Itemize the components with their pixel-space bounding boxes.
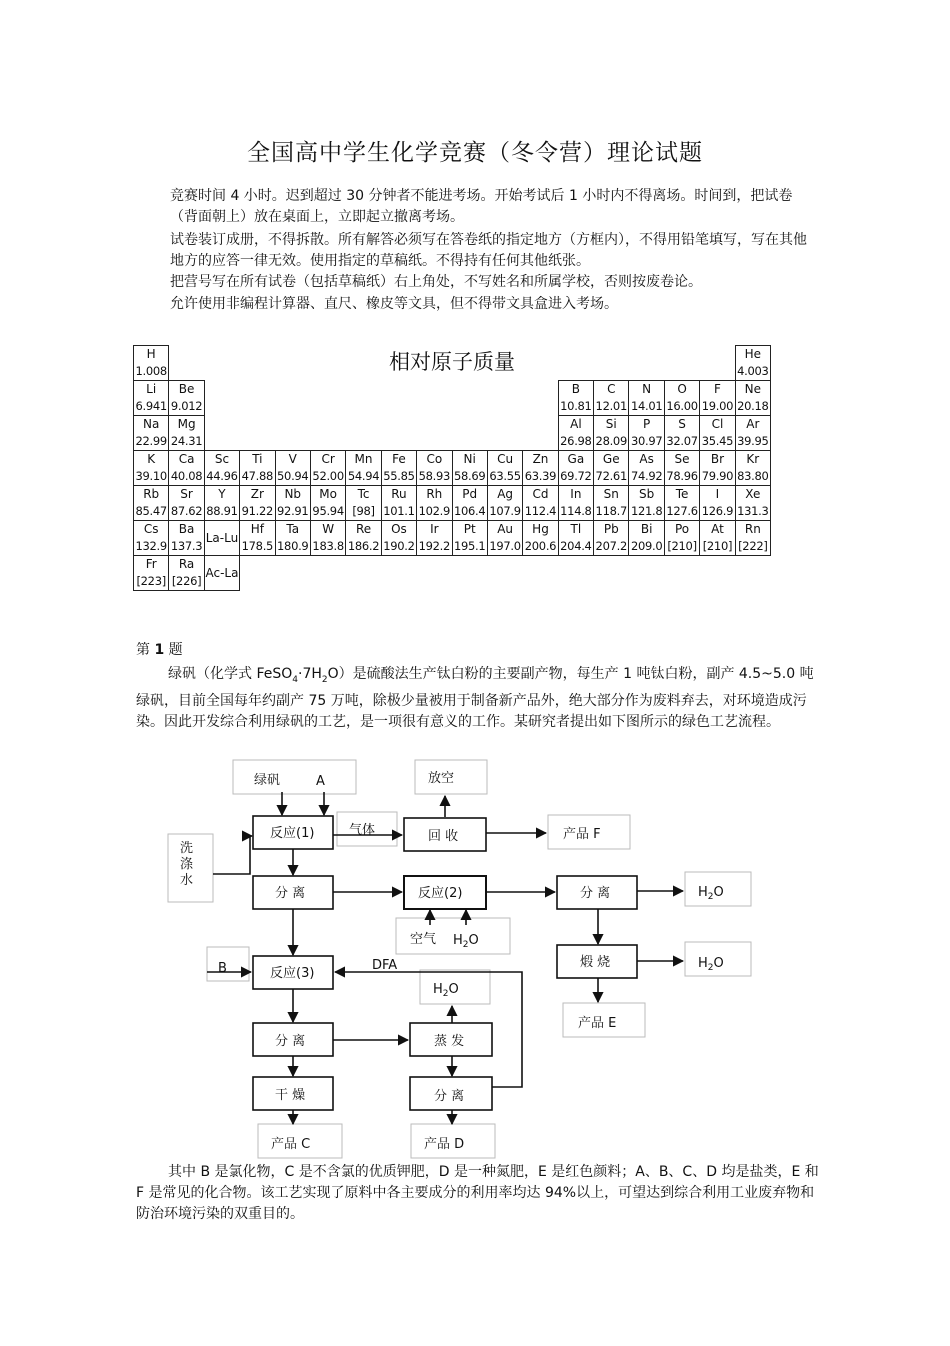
pt-symbol: Sn — [603, 487, 619, 501]
label-productE: 产品 E — [578, 1016, 617, 1031]
pt-mass: 39.10 — [135, 469, 167, 483]
pt-mass: 112.4 — [524, 504, 557, 518]
pt-symbol: Ni — [463, 452, 476, 466]
pt-mass: 107.9 — [489, 504, 521, 518]
instruction-3: 把营号写在所有试卷（包括草稿纸）右上角处，不写姓名和所属学校，否则按废卷论。 — [170, 274, 702, 290]
pt-mass: 40.08 — [170, 469, 203, 483]
pt-symbol: Se — [674, 452, 690, 466]
label-reaction2: 反应(2) — [418, 886, 463, 901]
label-sep3: 分 离 — [275, 1034, 306, 1049]
label-reaction3: 反应(3) — [270, 966, 315, 981]
label-recovery: 回 收 — [428, 829, 459, 844]
pt-mass: 127.6 — [666, 504, 698, 518]
pt-mass: 78.96 — [666, 469, 698, 483]
pt-mass: 197.0 — [489, 539, 521, 553]
pt-symbol: Zr — [250, 487, 264, 501]
pt-symbol: Rh — [426, 487, 443, 501]
label-lufan: 绿矾 — [254, 773, 281, 788]
pt-symbol: Li — [146, 382, 157, 396]
pt-symbol: Ga — [567, 452, 585, 466]
pt-symbol: Fe — [392, 452, 406, 466]
pt-mass: 24.31 — [170, 434, 203, 448]
label-wash-2: 涤 — [180, 857, 194, 872]
pt-mass: 30.97 — [630, 434, 663, 448]
pt-symbol: At — [711, 522, 724, 536]
pt-mass: 102.9 — [418, 504, 451, 518]
pt-symbol: Cd — [532, 487, 549, 501]
pt-mass: 121.8 — [630, 504, 663, 518]
pt-symbol: O — [677, 382, 687, 396]
pt-mass: 183.8 — [312, 539, 344, 553]
pt-symbol: Cr — [321, 452, 335, 466]
pt-mass: 88.91 — [206, 504, 238, 518]
instruction-4: 允许使用非编程计算器、直尺、橡皮等文具，但不得带文具盒进入考场。 — [170, 296, 618, 312]
pt-mass: 204.4 — [560, 539, 592, 553]
pt-mass: 106.4 — [453, 504, 486, 518]
pt-symbol: Br — [710, 452, 725, 466]
pt-mass: 63.55 — [489, 469, 521, 483]
pt-symbol: Co — [426, 452, 443, 466]
pt-symbol: S — [678, 417, 686, 431]
pt-mass: 26.98 — [560, 434, 592, 448]
pt-mass: [98] — [352, 504, 375, 518]
pt-mass: 58.69 — [453, 469, 486, 483]
pt-mass: 126.9 — [701, 504, 734, 518]
label-calcine: 煅 烧 — [580, 955, 611, 970]
pt-symbol: Mg — [177, 417, 196, 431]
pt-mass: [222] — [738, 539, 768, 553]
label-sep2: 分 离 — [580, 886, 611, 901]
label-DFA: DFA — [372, 958, 398, 973]
pt-symbol: Zn — [532, 452, 549, 466]
pt-symbol: W — [322, 522, 335, 536]
pt-symbol: Ir — [430, 522, 439, 536]
pt-mass: 101.1 — [383, 504, 415, 518]
pt-mass: 207.2 — [595, 539, 627, 553]
pt-mass: 19.00 — [701, 399, 734, 413]
pt-symbol: Ac-La — [205, 565, 239, 580]
pt-symbol: Po — [674, 522, 690, 536]
arrow-wash-to-r1 — [213, 836, 252, 874]
label-h2o-2: $H_2O$ — [698, 956, 724, 973]
pt-mass: 209.0 — [630, 539, 663, 553]
pt-mass: 178.5 — [241, 539, 274, 553]
arrow-dfa-to-r3 — [335, 972, 522, 1087]
pt-mass: 52.00 — [312, 469, 344, 483]
pt-symbol: F — [713, 382, 721, 396]
pt-symbol: B — [571, 382, 580, 396]
pt-mass: 72.61 — [595, 469, 627, 483]
pt-symbol: Os — [391, 522, 407, 536]
pt-mass: 22.99 — [135, 434, 167, 448]
pt-mass: 114.8 — [560, 504, 592, 518]
pt-mass: 95.94 — [312, 504, 344, 518]
pt-mass: 44.96 — [206, 469, 238, 483]
question-intro: 绿矾（化学式 $FeSO_4\cdot 7H_2O$）是硫酸法生产钛白粉的主要副产物，每生产 1 吨钛白粉，副产 4.5~5.0 吨绿矾，目前全国每年约副产 75 万吨，除极少量被用于制备新产品外，绝大部分作为废料弃去，对环境造成污染。因此开发综合利用绿矾的工艺，是一项很有意义的工作。某研究者提出如下图所示的绿色工艺流程。 — [136, 666, 814, 730]
pt-mass: 192.2 — [418, 539, 451, 553]
pt-symbol: Tc — [357, 487, 370, 501]
pt-mass: 131.3 — [737, 504, 769, 518]
pt-symbol: Bi — [640, 522, 653, 536]
label-A: A — [316, 774, 325, 789]
pt-mass: 14.01 — [630, 399, 663, 413]
pt-symbol: He — [744, 347, 762, 361]
question-label-suffix: 题 — [168, 642, 183, 658]
pt-symbol: H — [146, 347, 156, 361]
pt-mass: [223] — [136, 574, 166, 588]
pt-mass: 39.95 — [737, 434, 769, 448]
label-wash-3: 水 — [180, 873, 194, 888]
pt-mass: 20.18 — [737, 399, 769, 413]
pt-symbol: Ne — [744, 382, 762, 396]
pt-symbol: Ta — [286, 522, 300, 536]
label-productD: 产品 D — [424, 1137, 465, 1152]
pt-symbol: Ge — [602, 452, 620, 466]
pt-mass: 4.003 — [737, 364, 769, 378]
pt-symbol: As — [639, 452, 654, 466]
pt-mass: 55.85 — [383, 469, 415, 483]
pt-symbol: Nb — [284, 487, 302, 501]
label-gas: 气体 — [349, 823, 376, 838]
pt-mass: 92.91 — [277, 504, 309, 518]
pt-mass: 190.2 — [383, 539, 415, 553]
frame-B — [207, 947, 249, 981]
pt-symbol: Ar — [746, 417, 760, 431]
label-h2o-3: $H_2O$ — [433, 982, 459, 999]
pt-mass: 195.1 — [453, 539, 486, 553]
pt-symbol: Ra — [178, 557, 195, 571]
pt-symbol: Si — [605, 417, 617, 431]
pt-mass: 87.62 — [170, 504, 203, 518]
pt-symbol: Rn — [744, 522, 761, 536]
frame-lufan — [233, 760, 356, 794]
pt-symbol: Ca — [178, 452, 195, 466]
pt-symbol: Mn — [354, 452, 373, 466]
pt-mass: 12.01 — [595, 399, 627, 413]
pt-mass: 132.9 — [135, 539, 167, 553]
pt-symbol: Ti — [252, 452, 263, 466]
label-evaporate: 蒸 发 — [434, 1034, 465, 1049]
pt-symbol: Kr — [746, 452, 760, 466]
label-wash-1: 洗 — [180, 841, 194, 856]
pt-symbol: Hg — [532, 522, 549, 536]
pt-mass: 50.94 — [277, 469, 309, 483]
pt-symbol: Cs — [143, 522, 159, 536]
pt-symbol: Fr — [145, 557, 157, 571]
question-number: 1 — [154, 642, 165, 658]
pt-mass: 16.00 — [666, 399, 698, 413]
pt-symbol: Pb — [603, 522, 619, 536]
pt-symbol: V — [288, 452, 297, 466]
pt-symbol: Re — [355, 522, 372, 536]
pt-symbol: Tl — [570, 522, 582, 536]
pt-mass: 10.81 — [560, 399, 592, 413]
label-productC: 产品 C — [271, 1137, 311, 1152]
pt-symbol: Cu — [497, 452, 514, 466]
pt-symbol: Na — [143, 417, 160, 431]
pt-symbol: Sr — [180, 487, 193, 501]
pt-mass: [210] — [667, 539, 697, 553]
label-B: B — [218, 961, 227, 976]
pt-symbol: Sc — [214, 452, 230, 466]
pt-mass: 83.80 — [737, 469, 769, 483]
pt-symbol: Xe — [745, 487, 761, 501]
pt-symbol: Ru — [391, 487, 407, 501]
label-reaction1: 反应(1) — [270, 826, 315, 841]
instruction-2: 试卷装订成册，不得拆散。所有解答必须写在答卷纸的指定地方（方框内），不得用铅笔填写，写在其他地方的应答一律无效。使用指定的草稿纸。不得持有任何其他纸张。 — [170, 232, 807, 269]
label-productF: 产品 F — [563, 827, 601, 842]
pt-symbol: N — [642, 382, 652, 396]
pt-symbol: Be — [178, 382, 195, 396]
pt-mass: 69.72 — [560, 469, 592, 483]
pt-mass: 186.2 — [347, 539, 380, 553]
pt-mass: 79.90 — [701, 469, 734, 483]
pt-mass: [210] — [702, 539, 733, 553]
question-conclusion: 其中 B 是氯化物，C 是不含氯的优质钾肥，D 是一种氮肥，E 是红色颜料；A、B、C、D 均是盐类，E 和 F 是常见的化合物。该工艺实现了原料中各主要成分的利用率均达 94%以上，可望达到综合利用工业废弃物和防治环境污染的双重目的。 — [136, 1164, 819, 1222]
pt-mass: 63.39 — [524, 469, 557, 483]
pt-symbol: I — [715, 487, 720, 501]
question-label: 第 — [136, 642, 150, 658]
pt-symbol: Te — [675, 487, 689, 501]
label-air: 空气 — [410, 932, 437, 947]
label-sep1: 分 离 — [275, 886, 306, 901]
pt-mass: 35.45 — [701, 434, 734, 448]
pt-symbol: Al — [570, 417, 582, 431]
label-sep4: 分 离 — [434, 1089, 465, 1104]
pt-symbol: Ba — [178, 522, 195, 536]
pt-symbol: Y — [218, 487, 226, 501]
pt-mass: 85.47 — [135, 504, 167, 518]
pt-mass: 58.93 — [418, 469, 451, 483]
instruction-1: 竞赛时间 4 小时。迟到超过 30 分钟者不能进考场。开始考试后 1 小时内不得离场。时间到，把试卷（背面朝上）放在桌面上，立即起立撤离考场。 — [170, 188, 793, 225]
pt-symbol: La-Lu — [205, 530, 239, 545]
pt-symbol: Ag — [497, 487, 514, 501]
pt-symbol: K — [147, 452, 156, 466]
pt-symbol: Rb — [143, 487, 160, 501]
pt-mass: 91.22 — [241, 504, 274, 518]
pt-title: 相对原子质量 — [389, 350, 516, 375]
pt-mass: 47.88 — [241, 469, 274, 483]
pt-symbol: Sb — [639, 487, 655, 501]
pt-mass: [226] — [171, 574, 202, 588]
pt-symbol: P — [643, 417, 651, 431]
label-h2o-1: $H_2O$ — [698, 885, 724, 902]
label-fangkong: 放空 — [428, 771, 455, 786]
pt-symbol: Au — [497, 522, 514, 536]
page-title: 全国高中学生化学竞赛（冬令营）理论试题 — [247, 140, 703, 166]
pt-mass: 1.008 — [135, 364, 167, 378]
pt-symbol: Pt — [463, 522, 476, 536]
pt-mass: 74.92 — [630, 469, 663, 483]
pt-symbol: Pd — [462, 487, 478, 501]
pt-mass: 6.941 — [135, 399, 167, 413]
pt-symbol: Cl — [711, 417, 724, 431]
pt-mass: 32.07 — [666, 434, 698, 448]
pt-mass: 118.7 — [595, 504, 627, 518]
pt-mass: 200.6 — [524, 539, 557, 553]
pt-mass: 180.9 — [277, 539, 309, 553]
pt-mass: 28.09 — [595, 434, 627, 448]
pt-symbol: C — [607, 382, 616, 396]
pt-mass: 9.012 — [170, 399, 203, 413]
pt-symbol: In — [570, 487, 582, 501]
pt-symbol: Mo — [319, 487, 337, 501]
label-h2o-air: $H_2O$ — [453, 933, 479, 950]
pt-mass: 54.94 — [347, 469, 380, 483]
pt-mass: 137.3 — [170, 539, 203, 553]
label-dry: 干 燥 — [275, 1088, 306, 1103]
pt-symbol: Hf — [250, 522, 264, 536]
